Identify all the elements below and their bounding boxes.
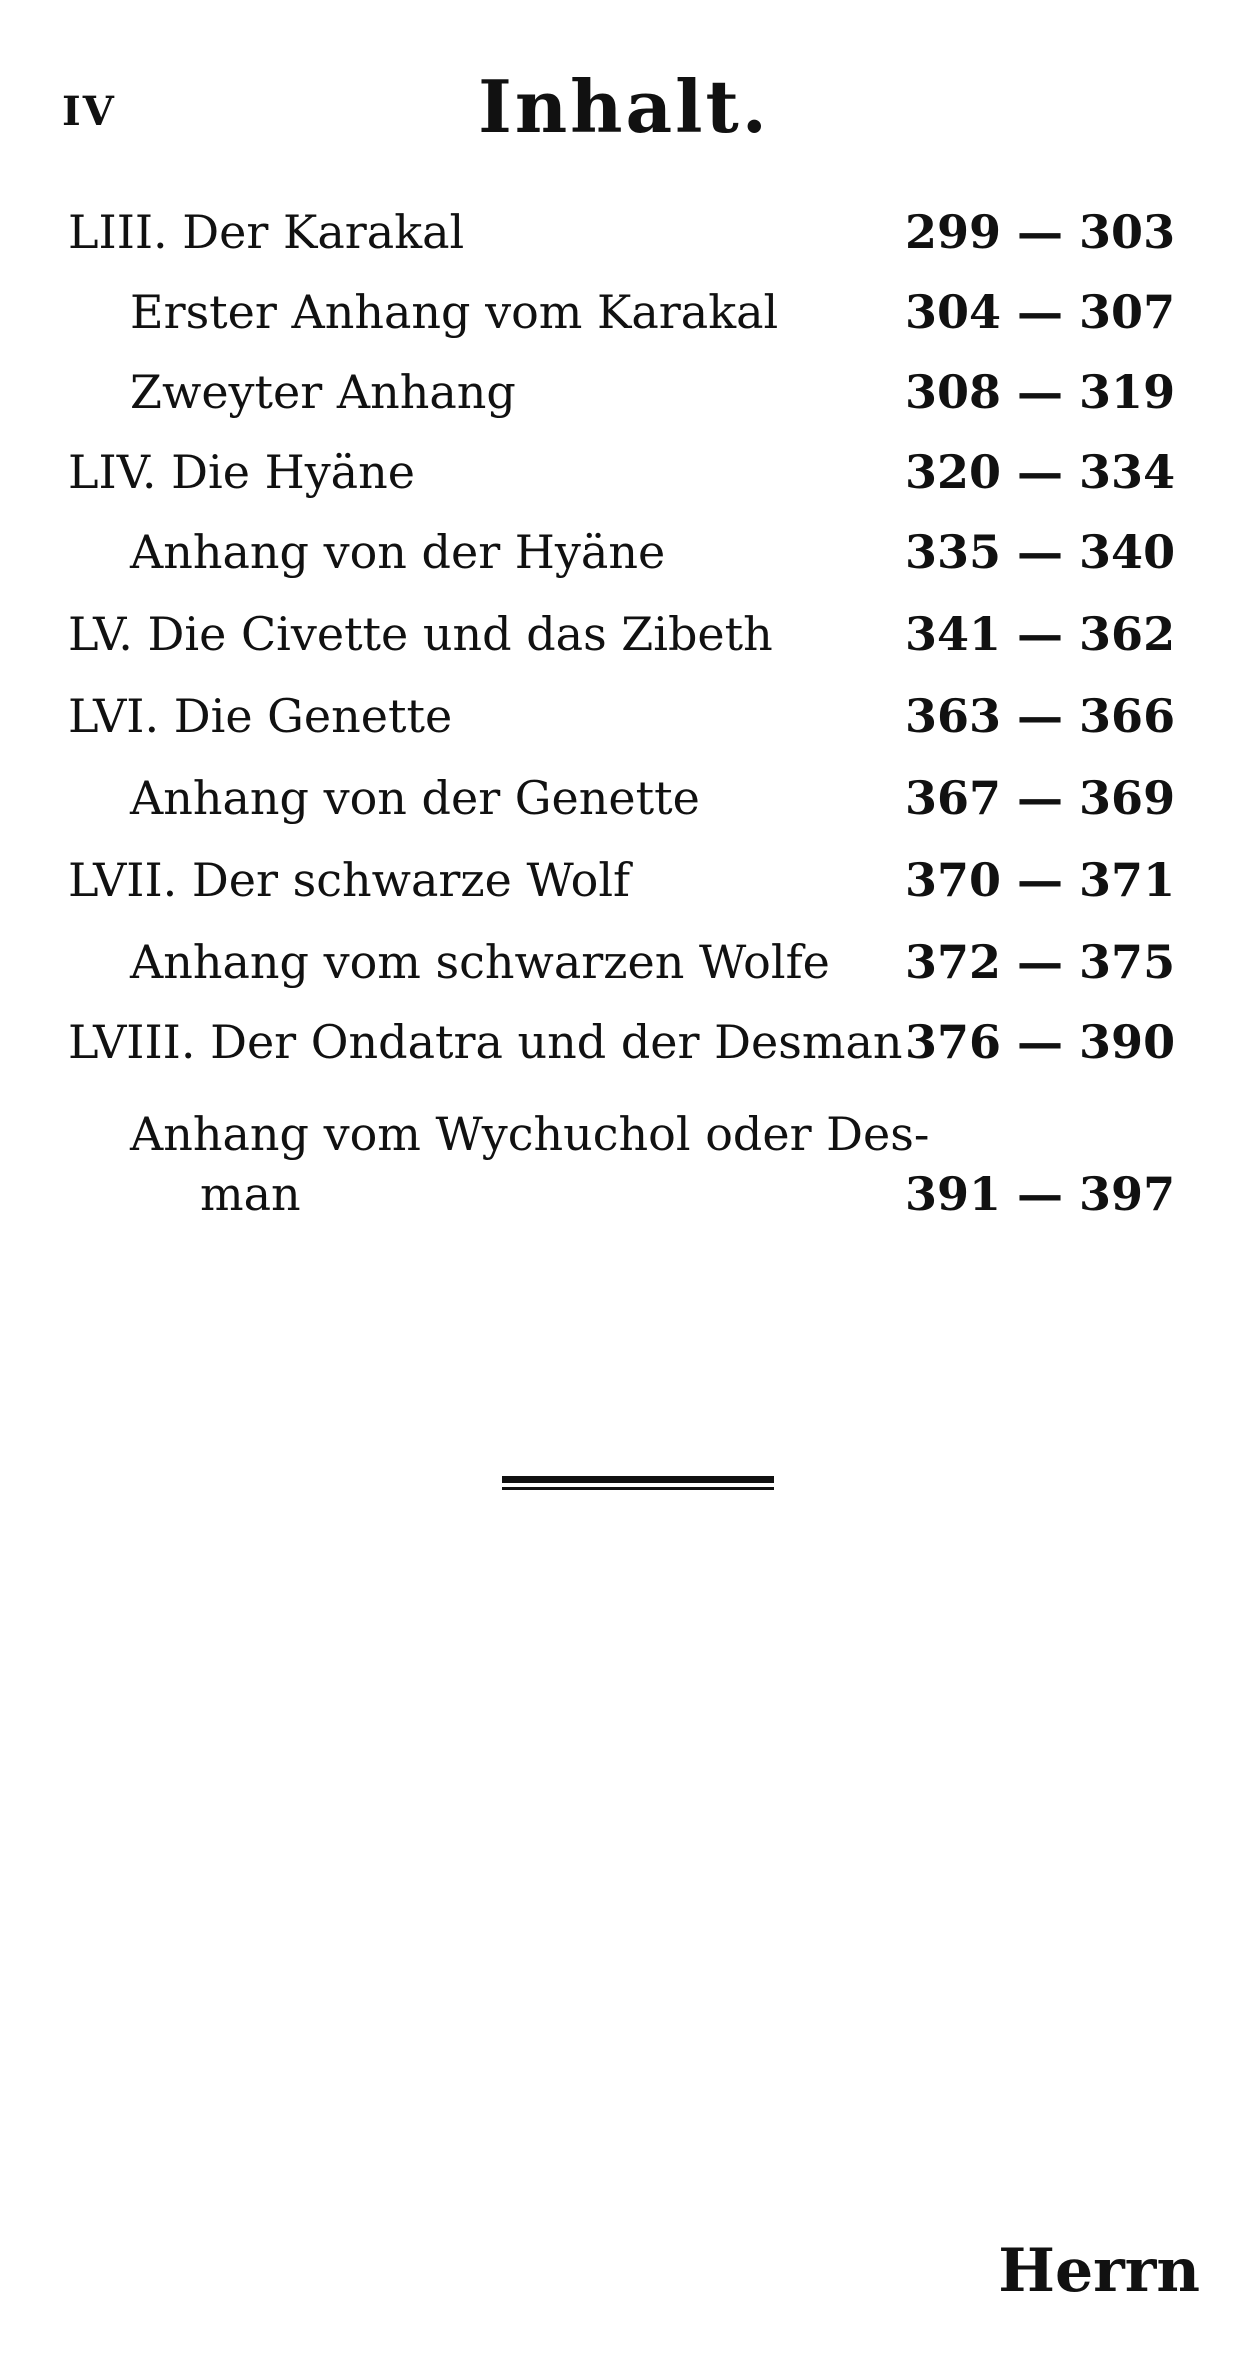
toc-entry-title: man xyxy=(200,1167,301,1221)
toc-entry xyxy=(0,1102,1248,1166)
catchword: Herrn xyxy=(998,2236,1200,2306)
toc-entry-pages: 370 — 371 xyxy=(905,853,1176,907)
page-title: Inhalt. xyxy=(478,64,770,149)
toc-entry-pages: 320 — 334 xyxy=(905,445,1176,499)
toc-entry-pages: 376 — 390 xyxy=(905,1015,1176,1069)
toc-entry-pages: 299 — 303 xyxy=(905,205,1176,259)
toc-entry-title: Anhang vom schwarzen Wolfe xyxy=(130,935,830,989)
toc-entry xyxy=(0,200,1248,264)
divider-thin-line xyxy=(502,1487,774,1490)
toc-entry-title: Anhang vom Wychuchol oder Des- xyxy=(130,1107,930,1161)
toc-entry xyxy=(0,440,1248,504)
toc-entry xyxy=(0,1162,1248,1226)
toc-entry-pages: 372 — 375 xyxy=(905,935,1176,989)
toc-entry-pages: 335 — 340 xyxy=(905,525,1176,579)
toc-entry xyxy=(0,1010,1248,1074)
toc-entry xyxy=(0,766,1248,830)
toc-entry xyxy=(0,684,1248,748)
toc-entry-title: Zweyter Anhang xyxy=(130,365,516,419)
toc-entry-title: LV. Die Civette und das Zibeth xyxy=(68,607,773,661)
toc-entry-pages: 308 — 319 xyxy=(905,365,1176,419)
toc-entry xyxy=(0,930,1248,994)
toc-entry-title: Erster Anhang vom Karakal xyxy=(130,285,779,339)
toc-entry xyxy=(0,520,1248,584)
toc-entry-pages: 391 — 397 xyxy=(905,1167,1176,1221)
toc-entry-title: LVIII. Der Ondatra und der Desman xyxy=(68,1015,903,1069)
toc-entry-title: Anhang von der Hyäne xyxy=(130,525,666,579)
toc-entry xyxy=(0,280,1248,344)
toc-entry-pages: 367 — 369 xyxy=(905,771,1176,825)
toc-entry-pages: 341 — 362 xyxy=(905,607,1176,661)
toc-entry-pages: 304 — 307 xyxy=(905,285,1176,339)
section-divider xyxy=(502,1476,774,1492)
toc-entry-pages: 363 — 366 xyxy=(905,689,1176,743)
toc-entry-title: LIV. Die Hyäne xyxy=(68,445,415,499)
toc-entry xyxy=(0,848,1248,912)
toc-entry xyxy=(0,360,1248,424)
toc-entry-title: LIII. Der Karakal xyxy=(68,205,465,259)
toc-entry-title: Anhang von der Genette xyxy=(130,771,700,825)
toc-entry-title: LVII. Der schwarze Wolf xyxy=(68,853,631,907)
toc-entry-title: LVI. Die Genette xyxy=(68,689,453,743)
page-number: IV xyxy=(62,88,116,135)
toc-entry xyxy=(0,602,1248,666)
divider-thick-line xyxy=(502,1476,774,1483)
